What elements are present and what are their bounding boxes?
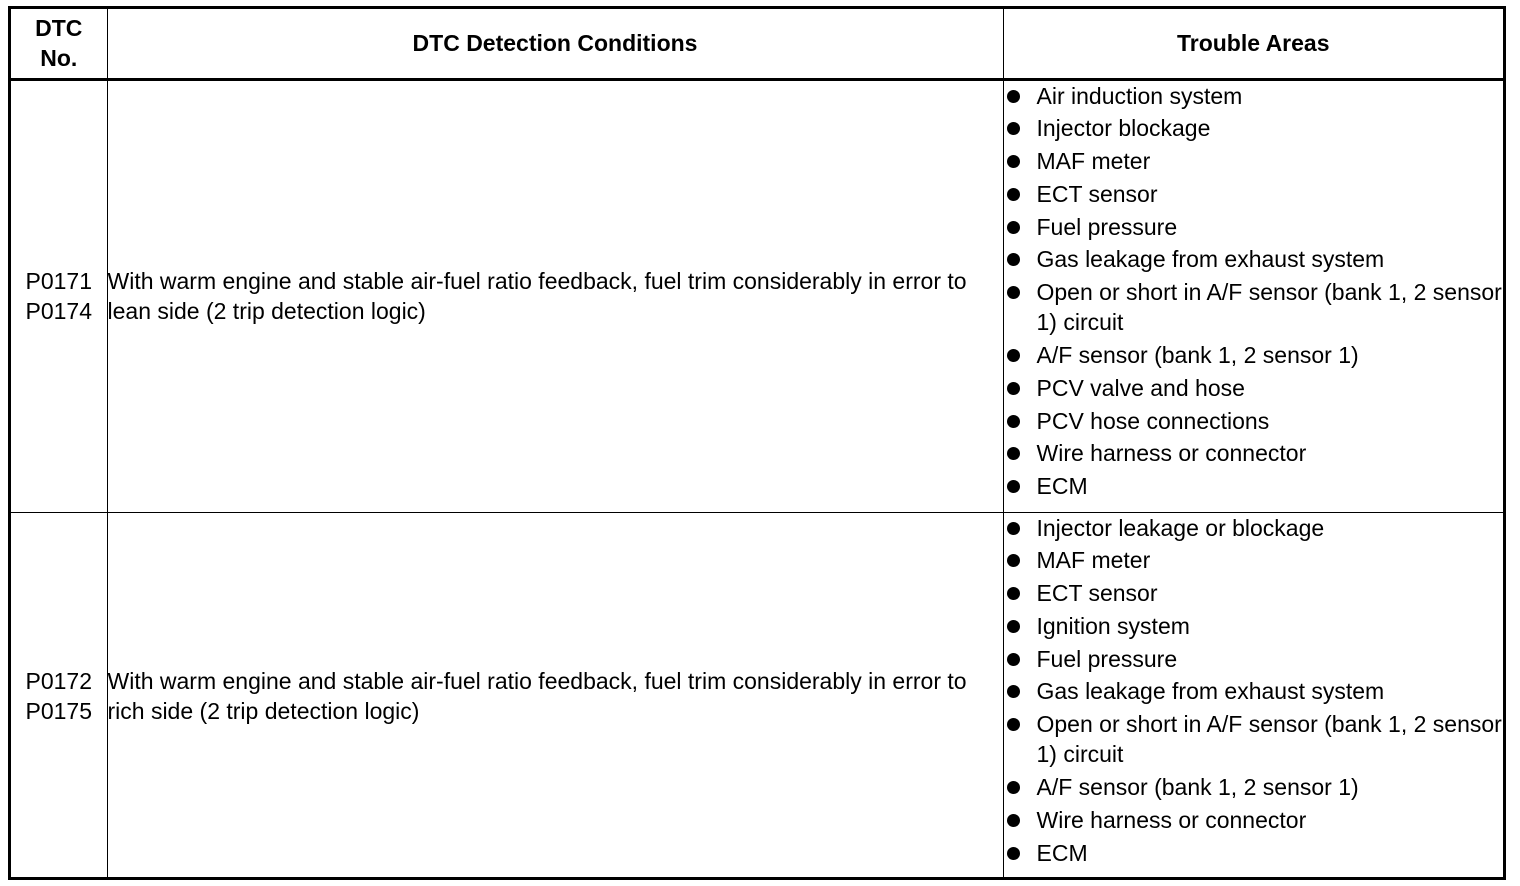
list-item (1004, 406, 1504, 436)
trouble-area-text: PCV valve and hose (1036, 374, 1245, 401)
bullet-icon (1007, 587, 1020, 600)
detection-condition-cell: With warm engine and stable air-fuel ratio feedback, fuel trim considerably in error to lean side (2 trip detection logic) (107, 79, 1003, 512)
dtc-code: P0174 (25, 298, 92, 324)
bullet-icon (1007, 480, 1020, 493)
trouble-area-text: ECM (1036, 839, 1088, 866)
dtc-codes-cell (11, 79, 107, 512)
trouble-area-text: MAF meter (1036, 547, 1151, 574)
header-dtc-no (11, 9, 107, 79)
list-item (1004, 838, 1504, 868)
list-item (1004, 513, 1504, 543)
dtc-table (11, 9, 1503, 880)
list-item (1004, 709, 1504, 769)
list-item (1004, 805, 1504, 835)
list-item (1004, 146, 1504, 176)
trouble-area-text: ECT sensor (1036, 180, 1158, 207)
list-item (1004, 471, 1504, 501)
table-row (11, 79, 1503, 512)
bullet-icon (1007, 349, 1020, 362)
trouble-area-text: Gas leakage from exhaust system (1036, 678, 1385, 705)
trouble-area-text: MAF meter (1036, 148, 1151, 175)
trouble-area-text: Open or short in A/F sensor (bank 1, 2 sensor 1) circuit (1036, 711, 1502, 768)
list-item (1004, 644, 1504, 674)
trouble-area-text: Wire harness or connector (1036, 806, 1307, 833)
bullet-icon (1007, 447, 1020, 460)
bullet-icon (1007, 286, 1020, 299)
trouble-areas-cell (1003, 79, 1503, 512)
list-item (1004, 611, 1504, 641)
trouble-area-text: Wire harness or connector (1036, 440, 1307, 467)
list-item (1004, 438, 1504, 468)
list-item (1004, 578, 1504, 608)
list-item (1004, 179, 1504, 209)
bullet-icon (1007, 814, 1020, 827)
trouble-area-text: Air induction system (1036, 82, 1243, 109)
table-row (11, 512, 1503, 880)
list-item (1004, 676, 1504, 706)
header-trouble-areas: Trouble Areas (1003, 9, 1503, 79)
bullet-icon (1007, 522, 1020, 535)
table-header-row (11, 9, 1503, 79)
bullet-icon (1007, 620, 1020, 633)
bullet-icon (1007, 155, 1020, 168)
trouble-area-text: ECM (1036, 473, 1088, 500)
bullet-icon (1007, 718, 1020, 731)
header-dtc-no-label: DTC No. (35, 15, 83, 72)
dtc-code: P0175 (25, 698, 92, 725)
trouble-area-text: ECT sensor (1036, 580, 1158, 607)
bullet-icon (1007, 554, 1020, 567)
trouble-area-text: A/F sensor (bank 1, 2 sensor 1) (1036, 774, 1359, 801)
list-item (1004, 277, 1504, 337)
list-item (1004, 81, 1504, 111)
trouble-area-text: A/F sensor (bank 1, 2 sensor 1) (1036, 342, 1359, 369)
trouble-area-text: Gas leakage from exhaust system (1036, 246, 1385, 273)
bullet-icon (1007, 781, 1020, 794)
list-item (1004, 113, 1504, 143)
trouble-area-text: Ignition system (1036, 612, 1190, 639)
bullet-icon (1007, 253, 1020, 266)
dtc-code: P0171 (25, 268, 92, 294)
bullet-icon (1007, 415, 1020, 428)
header-detection-conditions: DTC Detection Conditions (107, 9, 1003, 79)
trouble-area-text: Injector blockage (1036, 115, 1211, 142)
trouble-areas-list (1004, 513, 1504, 868)
dtc-codes-cell (11, 512, 107, 880)
trouble-areas-cell (1003, 512, 1503, 880)
list-item (1004, 340, 1504, 370)
trouble-area-text: Fuel pressure (1036, 213, 1178, 240)
dtc-table-frame (8, 6, 1506, 880)
bullet-icon (1007, 685, 1020, 698)
bullet-icon (1007, 90, 1020, 103)
bullet-icon (1007, 847, 1020, 860)
trouble-area-text: PCV hose connections (1036, 407, 1270, 434)
list-item (1004, 545, 1504, 575)
trouble-areas-list (1004, 81, 1504, 502)
list-item (1004, 373, 1504, 403)
detection-condition-cell: With warm engine and stable air-fuel ratio feedback, fuel trim considerably in error to rich side (2 trip detection logic) (107, 512, 1003, 880)
trouble-area-text: Injector leakage or blockage (1036, 514, 1325, 541)
bullet-icon (1007, 221, 1020, 234)
list-item (1004, 244, 1504, 274)
bullet-icon (1007, 188, 1020, 201)
bullet-icon (1007, 382, 1020, 395)
bullet-icon (1007, 122, 1020, 135)
trouble-area-text: Fuel pressure (1036, 645, 1178, 672)
bullet-icon (1007, 653, 1020, 666)
trouble-area-text: Open or short in A/F sensor (bank 1, 2 sensor 1) circuit (1036, 279, 1502, 336)
dtc-code: P0172 (25, 668, 92, 695)
list-item (1004, 772, 1504, 802)
list-item (1004, 212, 1504, 242)
